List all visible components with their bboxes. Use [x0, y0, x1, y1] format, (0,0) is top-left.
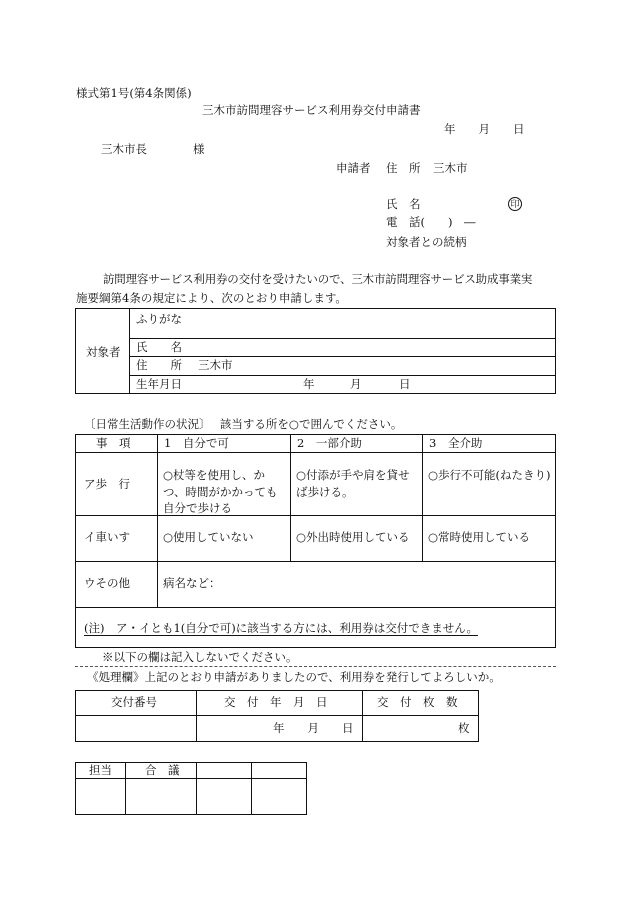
- col-header-full: 3 全介助: [429, 436, 483, 450]
- subject-name-label: 氏 名: [136, 340, 182, 354]
- form-number: 様式第1号(第4条関係): [76, 86, 192, 100]
- issue-count-header: 交 付 枚 数: [377, 695, 458, 709]
- activity-heading: 〔日常生活動作の状況〕 該当する所を○で囲んでください。: [84, 417, 403, 431]
- wheelchair-option-self[interactable]: ○使用していない: [163, 530, 254, 544]
- walking-option-self[interactable]: ○杖等を使用し、かつ、時間がかかっても自分で歩ける: [163, 468, 278, 516]
- processing-heading: 《処理欄》上記のとおり申請がありましたので、利用券を発行してよろしいか。: [87, 670, 501, 684]
- col-header-partial: 2 一部介助: [297, 436, 362, 450]
- dob-month: 月: [350, 377, 362, 391]
- dob-day: 日: [399, 377, 411, 391]
- intro-line-2: 施要綱第4条の規定により、次のとおり申請します。: [76, 291, 347, 305]
- disease-field[interactable]: 病名など：: [163, 576, 221, 590]
- do-not-fill-notice: ※以下の欄は記入しないでください。: [102, 650, 298, 664]
- wheelchair-option-partial[interactable]: ○外出時使用している: [296, 530, 410, 544]
- applicant-relation-label: 対象者との続柄: [386, 235, 467, 249]
- walking-option-partial[interactable]: ○付添が手や肩を貸せば歩ける。: [296, 468, 410, 499]
- col-header-item: 事 項: [96, 436, 131, 450]
- approval-staff-header: 担当: [89, 763, 112, 777]
- cut-line: [75, 666, 556, 667]
- wheelchair-label: イ車いす: [84, 530, 130, 544]
- col-header-self: 1 自分で可: [164, 436, 229, 450]
- furigana-label: ふりがな: [136, 312, 182, 326]
- applicant-name-label: 氏 名: [386, 197, 421, 211]
- subject-header: 対象者: [86, 345, 121, 359]
- issue-count-unit: 枚: [458, 721, 470, 735]
- page-title: 三木市訪問理容サービス利用券交付申請書: [202, 103, 421, 117]
- wheelchair-option-full[interactable]: ○常時使用している: [428, 530, 531, 544]
- other-label: ウその他: [84, 576, 130, 590]
- walking-label: ア歩 行: [84, 477, 130, 491]
- walking-option-full[interactable]: ○歩行不可能(ねたきり): [428, 468, 551, 482]
- activity-note: (注) ア・イとも1(自分で可)に該当する方には、利用券は交付できません。: [84, 621, 478, 635]
- applicant-address-value[interactable]: 三木市: [433, 161, 468, 175]
- subject-address-value[interactable]: 三木市: [198, 358, 233, 372]
- intro-line-1: 訪問理容サービス利用券の交付を受けたいので、三木市訪問理容サービス助成事業実: [103, 272, 533, 286]
- seal-mark: 印: [508, 197, 522, 211]
- dob-label: 生年月日: [136, 377, 182, 391]
- addressee: 三木市長 様: [101, 142, 205, 156]
- applicant-phone-label: 電 話( ) ―: [386, 215, 476, 229]
- applicant-label: 申請者: [336, 161, 371, 175]
- issue-number-header: 交付番号: [111, 695, 157, 709]
- subject-address-label: 住 所: [136, 358, 182, 372]
- issue-date-units: 年 月 日: [273, 721, 354, 735]
- applicant-address-label: 住 所: [386, 161, 421, 175]
- dob-year: 年: [303, 377, 315, 391]
- issue-date-header: 交 付 年 月 日: [224, 695, 328, 709]
- approval-consult-header: 合 議: [145, 763, 180, 777]
- date-line: 年 月 日: [444, 122, 525, 136]
